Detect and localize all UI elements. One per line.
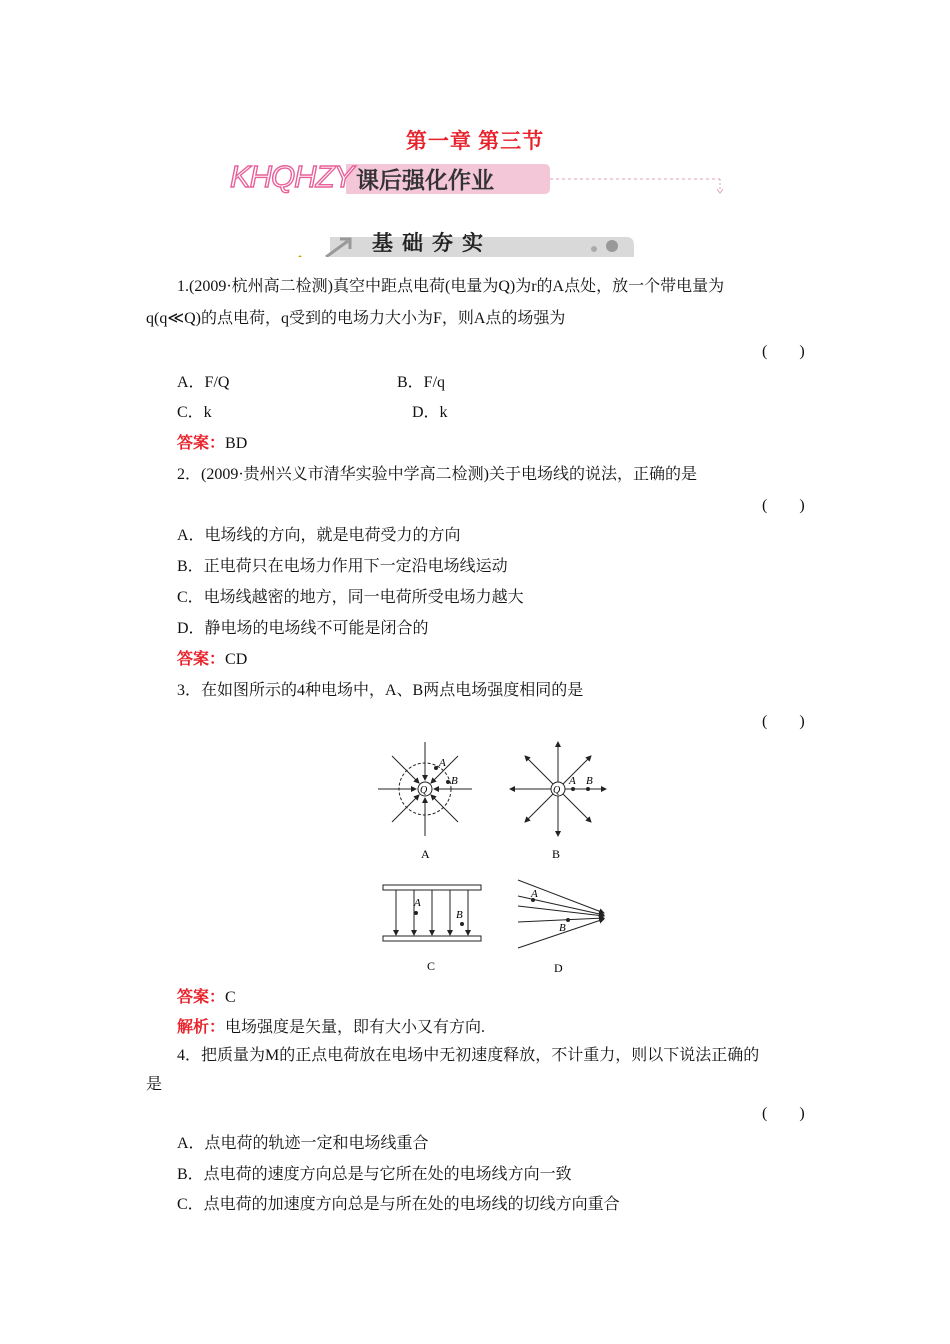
q3-answer (177, 984, 236, 1007)
q2-answer (177, 646, 247, 669)
q1-stem-line1: 1.(2009·杭州高二检测)真空中距点电荷(电量为Q)为r的A点处，放一个带电量为 (177, 278, 725, 295)
explain-label: 解析： (177, 1019, 226, 1036)
q1-answer-value: BD (225, 435, 248, 452)
q3-explanation (177, 1014, 485, 1037)
section-banner (296, 227, 636, 257)
fig-a-point-b: B (451, 775, 458, 787)
fig-b-point-b: B (586, 775, 593, 787)
q3-stem: 3．在如图所示的4种电场中，A、B两点电场强度相同的是 (177, 682, 584, 699)
fig-d-point-b: B (559, 922, 566, 934)
answer-label: 答案： (177, 435, 226, 452)
q2-option-c: C．电场线越密的地方，同一电荷所受电场力越大 (177, 589, 524, 606)
fig-label-a: A (421, 847, 430, 861)
q1-answer (177, 430, 247, 453)
fig-c-point-a: A (414, 897, 421, 909)
q3-explain-text: 电场强度是矢量，即有大小又有方向. (225, 1019, 486, 1036)
q3-answer-value: C (225, 989, 236, 1006)
q4-option-c: C．点电荷的加速度方向总是与所在处的电场线的切线方向重合 (177, 1196, 620, 1213)
q4-stem-line1: 4．把质量为M的正点电荷放在电场中无初速度释放，不计重力，则以下说法正确的 (177, 1047, 760, 1064)
q1-option-a: A．F/Q (177, 374, 230, 391)
fig-label-c: C (427, 959, 436, 973)
q1-option-c: C．k (177, 404, 212, 421)
q2-option-b: B．正电荷只在电场力作用下一定沿电场线运动 (177, 558, 508, 575)
banner-text: 课后强化作业 (356, 168, 494, 194)
q2-answer-value: CD (225, 651, 248, 668)
q3-field-figure (370, 738, 620, 983)
q4-answer-blank: ( ) (762, 1105, 805, 1122)
field-diagram (370, 738, 620, 983)
fig-a-charge-label: Q (420, 785, 428, 796)
answer-label: 答案： (177, 989, 226, 1006)
q4-stem-line2: 是 (146, 1076, 163, 1093)
chapter-title: 第一章 第三节 (405, 129, 545, 153)
q1-option-d: D．k (412, 404, 448, 421)
figure-c-parallel-plates (383, 885, 481, 941)
q2-answer-blank: ( ) (762, 497, 805, 514)
fig-b-charge-label: Q (553, 785, 561, 796)
q2-option-d: D．静电场的电场线不可能是闭合的 (177, 620, 429, 637)
fig-label-b: B (552, 847, 561, 861)
fig-label-d: D (554, 961, 563, 975)
answer-label: 答案： (177, 651, 226, 668)
q2-option-a: A．电场线的方向，就是电荷受力的方向 (177, 527, 461, 544)
banner-logo: KHQHZY (230, 159, 354, 194)
fig-d-point-a: A (531, 888, 538, 900)
q4-option-b: B．点电荷的速度方向总是与它所在处的电场线方向一致 (177, 1166, 572, 1183)
q1-answer-blank: ( ) (762, 343, 805, 360)
fig-a-point-a: A (439, 757, 446, 769)
q1-option-b: B．F/q (397, 374, 446, 391)
q3-answer-blank: ( ) (762, 713, 805, 730)
fig-b-point-a: A (569, 775, 576, 787)
q2-stem: 2．(2009·贵州兴义市清华实验中学高二检测)关于电场线的说法，正确的是 (177, 466, 697, 483)
homework-banner (228, 158, 728, 198)
fig-c-point-b: B (456, 909, 463, 921)
q1-stem-line2: q(q≪Q)的点电荷，q受到的电场力大小为F，则A点的场强为 (146, 310, 566, 327)
section-banner-text: 基础夯实 (372, 231, 492, 255)
q4-option-a: A．点电荷的轨迹一定和电场线重合 (177, 1135, 429, 1152)
